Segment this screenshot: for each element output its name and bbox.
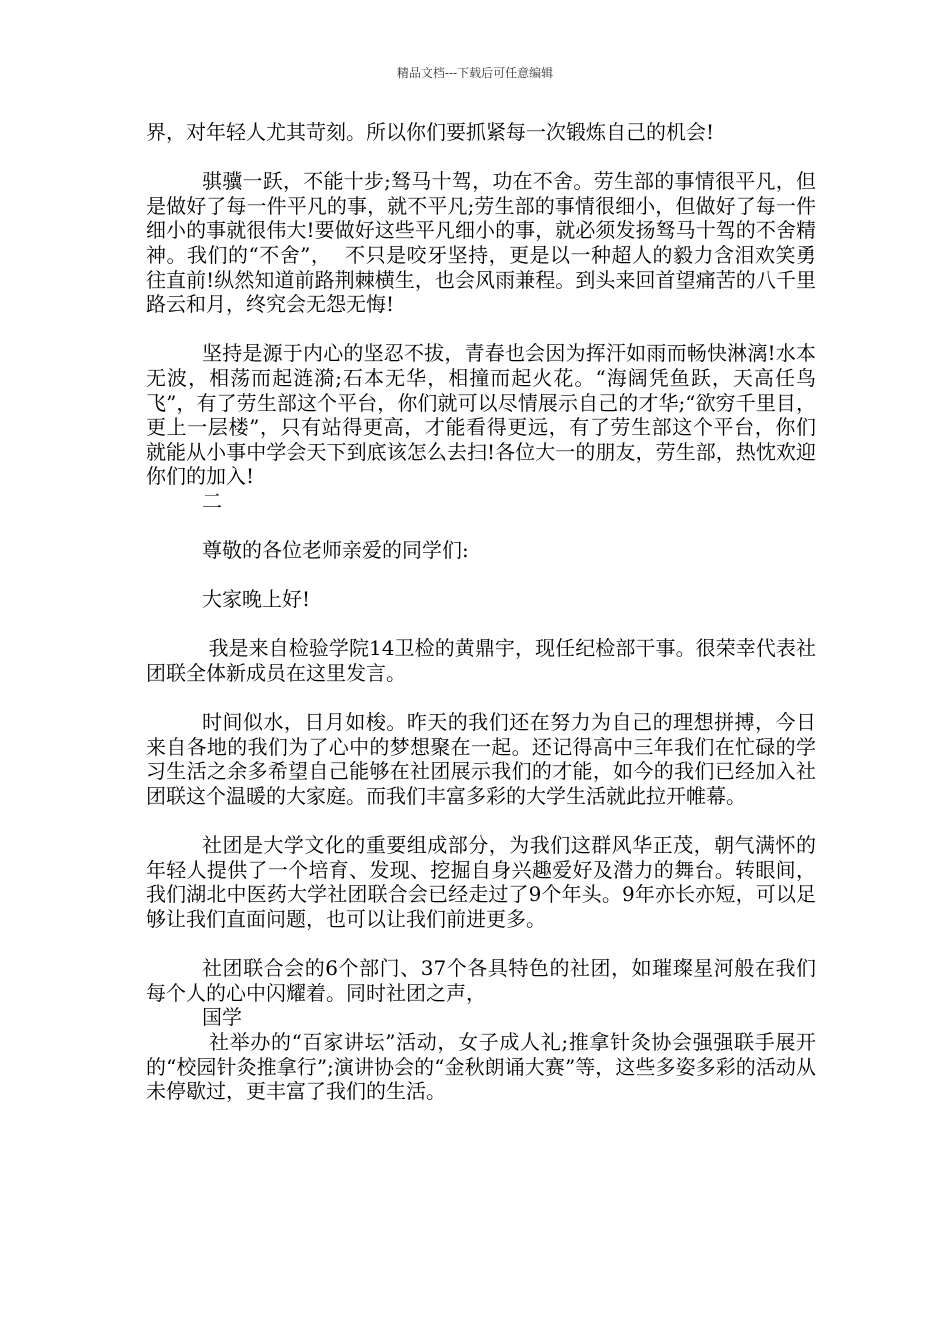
document-body <box>146 120 816 1104</box>
salutation: 尊敬的各位老师亲爱的同学们: <box>202 538 469 563</box>
paragraph-introduction: 我是来自检验学院14卫检的黄鼎宇，现任纪检部干事。很荣幸代表社团联全体新成员在这里发言。 <box>146 636 817 686</box>
paragraph-platform: 坚持是源于内心的坚忍不拔，青春也会因为挥汗如雨而畅快淋漓!水本无波，相荡而起涟漪;石本无华，相撞而起火花。“海阔凭鱼跃，天高任鸟飞”，有了劳生部这个平台，你们就可以尽情展示自己的才华;“欲穷千里目，更上一层楼”，只有站得更高，才能看得更远，有了劳生部这个平台，你们就能从小事中学会天下到底该怎么去扫!各位大一的朋友，劳生部，热忱欢迎你们的加入! <box>146 341 816 489</box>
paragraph-union: 社团联合会的6个部门、37个各具特色的社团，如璀璨星河般在我们每个人的心中闪耀着。同时社团之声， <box>146 956 816 1005</box>
paragraph-continuation: 界，对年轻人尤其苛刻。所以你们要抓紧每一次锻炼自己的机会! <box>146 120 715 144</box>
paragraph-persistence: 骐骥一跃，不能十步;驽马十驾，功在不舍。劳生部的事情很平凡，但是做好了每一件平凡的事，就不平凡;劳生部的事情很细小，但做好了每一件细小的事就很伟大!要做好这些平凡细小的事，就必须发扬驽马十驾的不舍精神。我们的“不舍”， 不只是咬牙坚持，更是以一种超人的毅力含泪欢笑勇往直前!纵然知道前路荆棘横生，也会风雨兼程。到头来回首望痛苦的八千里路云和月，终究会无怨无悔! <box>146 169 816 317</box>
paragraph-time: 时间似水，日月如梭。昨天的我们还在努力为自己的理想拼搏，今日来自各地的我们为了心中的梦想聚在一起。还记得高中三年我们在忙碌的学习生活之余多希望自己能够在社团展示我们的才能，如今的我们已经加入社团联这个温暖的大家庭。而我们丰富多彩的大学生活就此拉开帷幕。 <box>146 710 816 809</box>
section-number: 二 <box>202 488 222 513</box>
paragraph-activities: 社举办的“百家讲坛”活动，女子成人礼;推拿针灸协会强强联手展开的“校园针灸推拿行”;演讲协会的“金秋朗诵大赛”等，这些多姿多彩的活动从未停歇过，更丰富了我们的生活。 <box>146 1029 817 1104</box>
page-header-watermark: 精品文档---下载后可任意编辑 <box>396 66 554 80</box>
greeting: 大家晚上好! <box>202 587 311 612</box>
paragraph-guoxue: 国学 <box>202 1005 242 1030</box>
paragraph-clubs: 社团是大学文化的重要组成部分，为我们这群风华正茂，朝气满怀的年轻人提供了一个培育、发现、挖掘自身兴趣爱好及潜力的舞台。转眼间，我们湖北中医药大学社团联合会已经走过了9个年头。9年亦长亦短，可以足够让我们直面问题，也可以让我们前进更多。 <box>146 833 816 931</box>
